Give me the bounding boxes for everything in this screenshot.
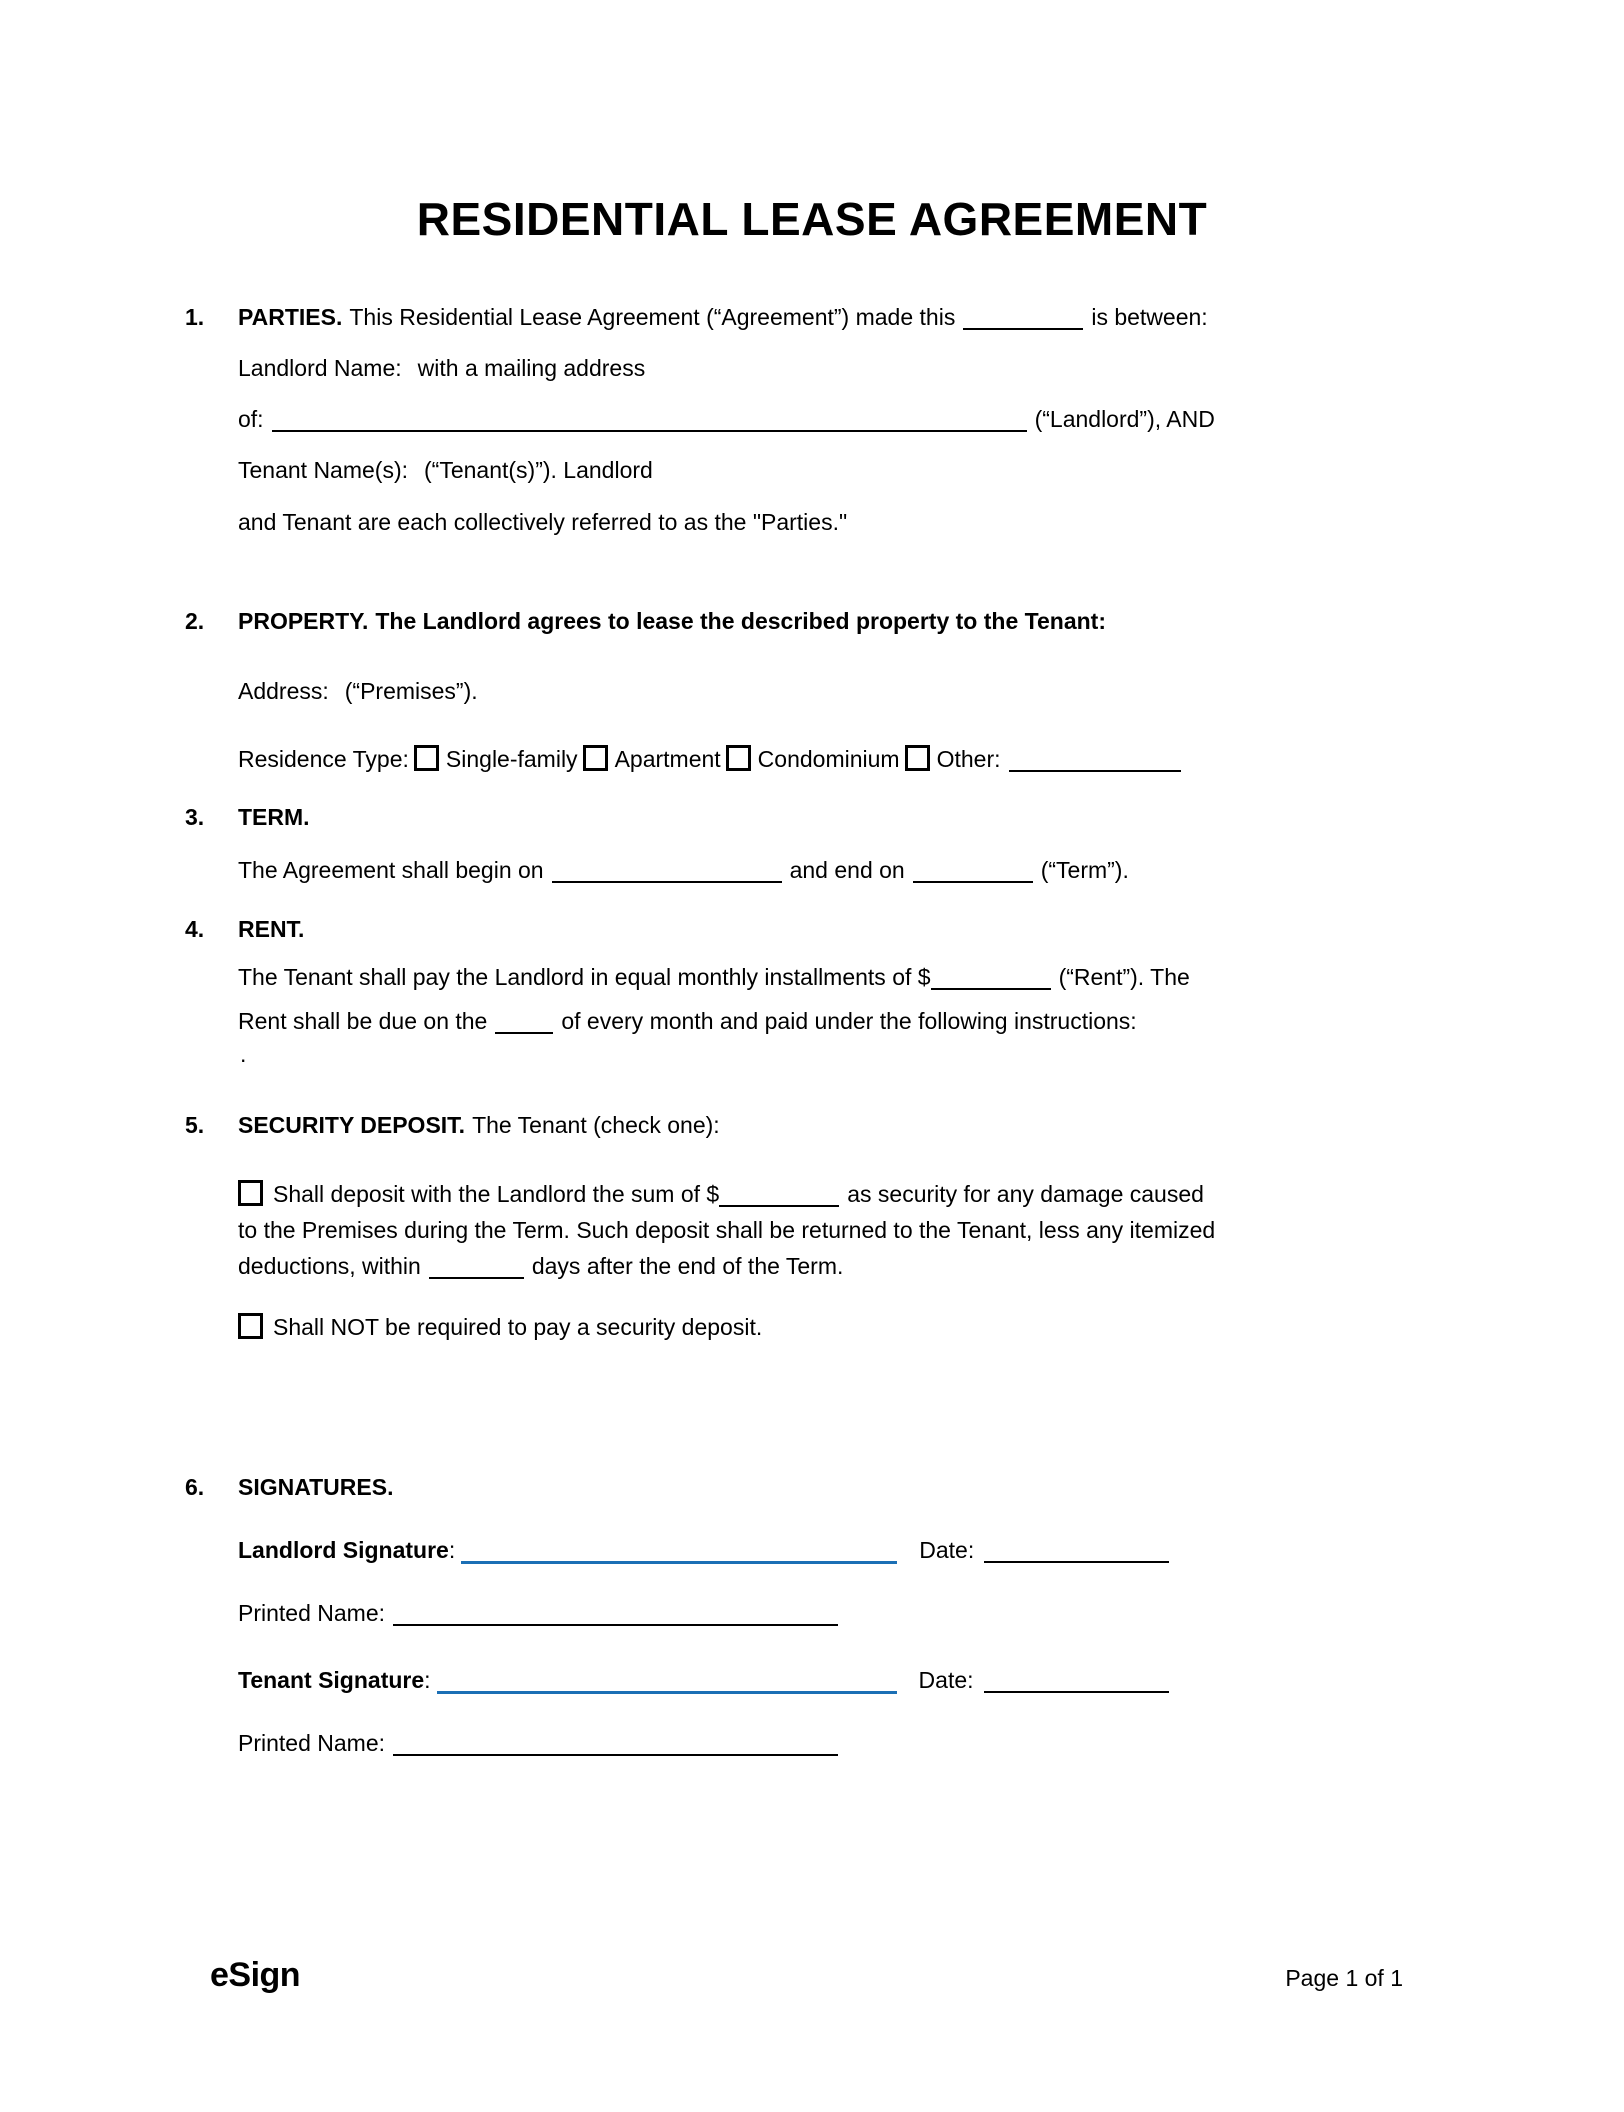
tenant-date-blank[interactable] bbox=[984, 1691, 1169, 1693]
text-run: with a mailing address bbox=[417, 355, 646, 381]
section-number: 1. bbox=[185, 304, 205, 330]
text-run: (“Landlord”), AND bbox=[1034, 406, 1215, 432]
deposit-amount-blank[interactable] bbox=[719, 1205, 839, 1207]
text-run: Condominium bbox=[757, 746, 900, 772]
checkbox-apartment[interactable] bbox=[583, 745, 608, 771]
text-run: of: bbox=[238, 406, 264, 432]
field-label: Printed Name: bbox=[238, 1600, 386, 1626]
text-run: Tenant Name(s): bbox=[238, 457, 409, 483]
property-address-line bbox=[238, 675, 1430, 707]
tenant-printed-name-line bbox=[238, 1727, 1430, 1759]
field-label: Date: bbox=[918, 1667, 974, 1693]
section-heading: TERM. bbox=[238, 804, 310, 830]
text-run: Shall NOT be required to pay a security deposit. bbox=[273, 1314, 763, 1340]
tenant-signature-line bbox=[238, 1664, 1430, 1696]
text-run: Rent shall be due on the bbox=[238, 1008, 488, 1034]
section-number: 5. bbox=[185, 1112, 205, 1138]
term-heading-line bbox=[185, 801, 1430, 833]
text-run: and Tenant are each collectively referred to as the "Parties." bbox=[238, 509, 848, 535]
section-heading: RENT. bbox=[238, 916, 305, 942]
deposit-option2-line bbox=[238, 1309, 1430, 1343]
text-run: : bbox=[424, 1667, 431, 1693]
section-heading: PARTIES. bbox=[238, 304, 343, 330]
section-heading: SIGNATURES. bbox=[238, 1474, 394, 1500]
text-run: Other: bbox=[936, 746, 1001, 772]
landlord-address-line bbox=[238, 403, 1430, 435]
text-run: The Agreement shall begin on bbox=[238, 857, 544, 883]
tenant-printed-name-blank[interactable] bbox=[393, 1754, 838, 1756]
rent-due-day-blank[interactable] bbox=[495, 1032, 553, 1034]
text-run: The Tenant (check one): bbox=[472, 1112, 720, 1138]
text-run: This Residential Lease Agreement (“Agreement”) made this bbox=[349, 304, 956, 330]
section-number: 2. bbox=[185, 608, 205, 634]
agreement-date-blank[interactable] bbox=[963, 328, 1083, 330]
term-end-date-blank[interactable] bbox=[913, 881, 1033, 883]
checkbox-single-family[interactable] bbox=[414, 745, 439, 771]
field-label: Printed Name: bbox=[238, 1730, 386, 1756]
deposit-option1-line3 bbox=[238, 1248, 1430, 1284]
tenant-name-line bbox=[238, 454, 1430, 486]
deposit-option1-line1 bbox=[238, 1176, 1430, 1212]
text-run: and end on bbox=[789, 857, 905, 883]
landlord-printed-name-blank[interactable] bbox=[393, 1624, 838, 1626]
property-heading-line bbox=[185, 605, 1430, 637]
text-run: (“Rent”). The bbox=[1058, 964, 1190, 990]
text-run: . bbox=[240, 1041, 247, 1067]
parties-heading-line bbox=[185, 301, 1430, 333]
text-run: The Tenant shall pay the Landlord in equal monthly installments of $ bbox=[238, 964, 931, 990]
text-run: to the Premises during the Term. Such deposit shall be returned to the Tenant, less any itemized bbox=[238, 1217, 1216, 1243]
rent-due-line bbox=[238, 1005, 1430, 1037]
landlord-signature-line bbox=[238, 1534, 1430, 1566]
other-residence-blank[interactable] bbox=[1009, 770, 1181, 772]
section-number: 4. bbox=[185, 916, 205, 942]
esign-logo: eSign bbox=[210, 1956, 301, 1994]
text-run: (“Term”). bbox=[1040, 857, 1129, 883]
landlord-name-line bbox=[238, 352, 1430, 384]
payment-instructions-line bbox=[238, 1038, 1430, 1070]
text-run: Residence Type: bbox=[238, 746, 409, 772]
checkbox-condominium[interactable] bbox=[726, 745, 751, 771]
landlord-printed-name-line bbox=[238, 1597, 1430, 1629]
deposit-heading-line bbox=[185, 1109, 1430, 1141]
text-run: Shall deposit with the Landlord the sum of $ bbox=[273, 1181, 720, 1207]
rent-heading-line bbox=[185, 913, 1430, 945]
section-number: 3. bbox=[185, 804, 205, 830]
text-run: Single-family bbox=[445, 746, 578, 772]
text-run: deductions, within bbox=[238, 1253, 421, 1279]
deposit-return-days-blank[interactable] bbox=[429, 1277, 524, 1279]
section-heading: SECURITY DEPOSIT. bbox=[238, 1112, 466, 1138]
landlord-signature-field[interactable] bbox=[461, 1561, 897, 1564]
term-dates-line bbox=[238, 854, 1430, 886]
deposit-option1-line2 bbox=[238, 1212, 1430, 1248]
rent-amount-blank[interactable] bbox=[931, 988, 1051, 990]
term-start-date-blank[interactable] bbox=[552, 881, 782, 883]
checkbox-deposit-required[interactable] bbox=[238, 1180, 263, 1206]
checkbox-other[interactable] bbox=[905, 745, 930, 771]
document-title: RESIDENTIAL LEASE AGREEMENT bbox=[416, 193, 1208, 245]
text-run: (“Premises”). bbox=[344, 678, 478, 704]
text-run: The Landlord agrees to lease the described property to the Tenant: bbox=[375, 608, 1106, 634]
checkbox-no-deposit[interactable] bbox=[238, 1313, 263, 1339]
landlord-date-blank[interactable] bbox=[984, 1561, 1169, 1563]
text-run: : bbox=[448, 1537, 456, 1563]
text-run: days after the end of the Term. bbox=[531, 1253, 844, 1279]
field-label: Date: bbox=[919, 1537, 975, 1563]
tenant-signature-field[interactable] bbox=[437, 1691, 897, 1694]
page-number-label: Page 1 of 1 bbox=[1285, 1965, 1403, 1991]
text-run: Landlord Name: bbox=[238, 355, 402, 381]
field-label: Tenant Signature bbox=[238, 1667, 425, 1693]
text-run: of every month and paid under the following instructions: bbox=[561, 1008, 1137, 1034]
text-run: (“Tenant(s)”). Landlord bbox=[424, 457, 653, 483]
field-label: Landlord Signature bbox=[238, 1537, 449, 1563]
text-run: is between: bbox=[1091, 304, 1208, 330]
landlord-address-blank[interactable] bbox=[272, 430, 1027, 432]
text-run: Address: bbox=[238, 678, 329, 704]
rent-amount-line bbox=[238, 961, 1430, 993]
parties-closing-line bbox=[238, 506, 1430, 538]
text-run: as security for any damage caused bbox=[847, 1181, 1204, 1207]
section-heading: PROPERTY. bbox=[238, 608, 369, 634]
page-footer bbox=[210, 1956, 1403, 1995]
section-number: 6. bbox=[185, 1474, 205, 1500]
text-run: Apartment bbox=[614, 746, 721, 772]
residence-type-line bbox=[238, 741, 1430, 775]
signatures-heading-line bbox=[185, 1471, 1430, 1503]
